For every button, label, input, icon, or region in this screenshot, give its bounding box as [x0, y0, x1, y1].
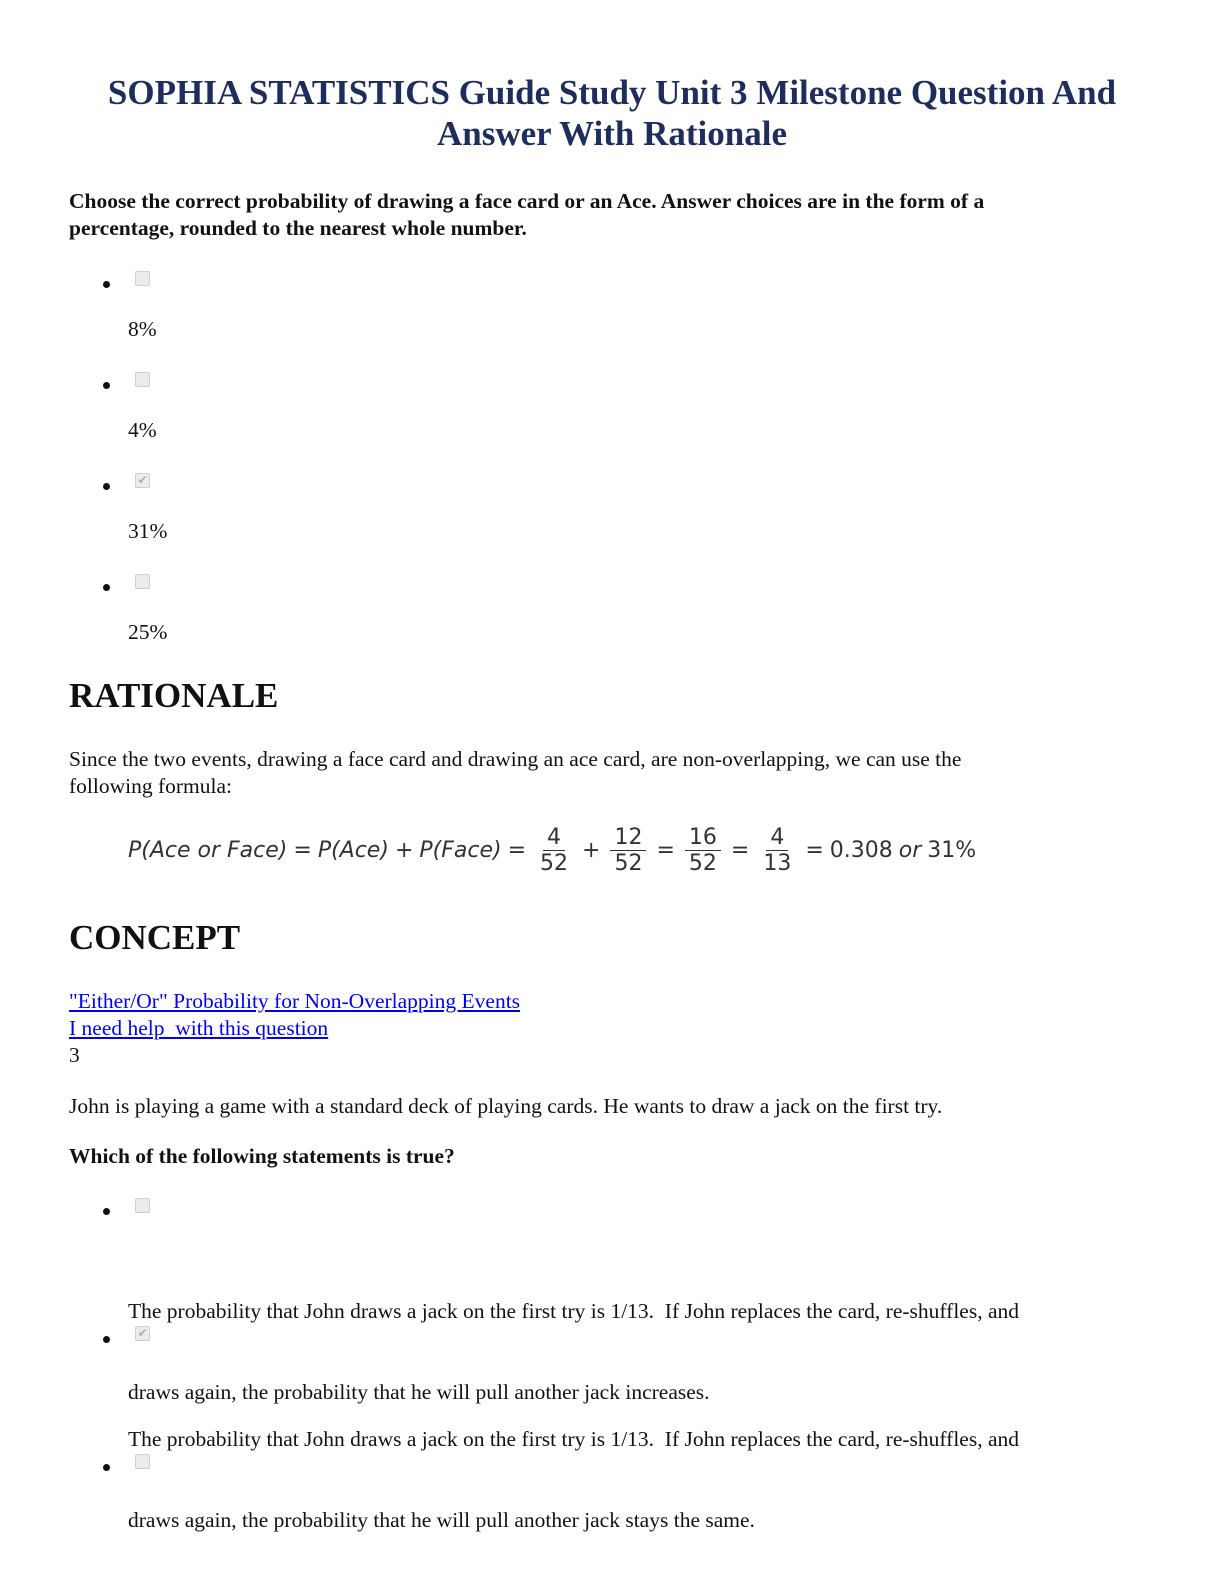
bullet-icon — [103, 483, 110, 490]
fraction-denominator: 13 — [763, 850, 792, 876]
rationale-heading: RATIONALE — [69, 676, 279, 715]
fraction-12-52 — [610, 825, 646, 876]
choice-statement-line-1: The probability that John draws a jack on the first try is 1/13. If John replaces the card, re-shuffles, and — [128, 1299, 1020, 1323]
document-title — [40, 72, 1184, 154]
probability-formula — [128, 817, 988, 883]
rationale-text-line-1: Since the two events, drawing a face card and drawing an ace card, are non-overlapping, we can use the — [69, 747, 962, 771]
question-number: 3 — [69, 1043, 80, 1067]
fraction-denominator: 52 — [688, 850, 717, 876]
choice-label: 4% — [128, 418, 157, 442]
choice-checkbox-checked[interactable] — [135, 473, 150, 488]
question-1-prompt-line-2: percentage, rounded to the nearest whole number. — [69, 216, 527, 240]
formula-lhs: P(Ace or Face) — [128, 837, 288, 863]
choice-checkbox-checked[interactable] — [135, 1326, 150, 1341]
formula-p-ace: P(Ace) — [317, 837, 389, 863]
formula-plus: + — [394, 837, 414, 863]
formula-equals: = — [730, 837, 750, 863]
choice-label: 8% — [128, 317, 157, 341]
fraction-4-52 — [536, 825, 572, 876]
formula-result-or: or — [898, 837, 922, 863]
fraction-4-13 — [759, 825, 795, 876]
choice-checkbox[interactable] — [135, 271, 150, 286]
fraction-denominator: 52 — [540, 850, 569, 876]
bullet-icon — [103, 382, 110, 389]
title-line-1: SOPHIA STATISTICS Guide Study Unit 3 Milestone Question And — [107, 73, 1117, 112]
question-1-prompt-line-1: Choose the correct probability of drawing a face card or an Ace. Answer choices are in the form of a — [69, 189, 985, 213]
formula-equals: = — [293, 837, 312, 863]
bullet-icon — [103, 1464, 110, 1471]
checkmark-icon: ✔ — [137, 473, 148, 487]
choice-label: 25% — [128, 620, 168, 644]
formula-equals: = — [656, 837, 675, 863]
fraction-numerator: 16 — [685, 825, 721, 851]
fraction-16-52 — [685, 825, 721, 876]
checkmark-icon: ✔ — [137, 1326, 148, 1340]
choice-checkbox[interactable] — [135, 372, 150, 387]
title-line-2: Answer With Rationale — [436, 114, 788, 153]
formula-p-face: P(Face) — [419, 837, 502, 863]
choice-statement — [128, 1372, 1168, 1588]
bullet-icon — [103, 584, 110, 591]
choice-statement-line-1: The probability that John draws a jack on the first try is 1/13. If John replaces the card, re-shuffles, and — [128, 1427, 1020, 1451]
formula-equals: = — [805, 837, 824, 863]
question-3-scenario: John is playing a game with a standard deck of playing cards. He wants to draw a jack on the first try. — [69, 1094, 943, 1118]
fraction-numerator: 4 — [543, 825, 565, 851]
bullet-icon — [103, 281, 110, 288]
concept-link[interactable]: "Either/Or" Probability for Non-Overlapping Events — [69, 989, 521, 1013]
fraction-denominator: 52 — [614, 850, 643, 876]
concept-heading: CONCEPT — [69, 918, 241, 957]
fraction-numerator: 12 — [610, 825, 646, 851]
formula-result-percent: 31% — [927, 837, 977, 863]
rationale-text-line-2: following formula: — [69, 774, 233, 798]
help-link[interactable]: I need help with this question — [69, 1016, 329, 1040]
rationale-text — [69, 746, 1119, 800]
bullet-icon — [103, 1336, 110, 1343]
question-3-prompt: Which of the following statements is true? — [69, 1144, 455, 1168]
bullet-icon — [103, 1208, 110, 1215]
formula-equals: = — [507, 837, 527, 863]
question-1-prompt — [69, 188, 1159, 242]
fraction-numerator: 4 — [766, 825, 788, 851]
choice-statement-line-2: draws again, the probability that he will pull another jack increases. — [128, 1380, 710, 1404]
choice-statement-line-2: draws again, the probability that he will pull another jack stays the same. — [128, 1508, 755, 1532]
formula-result-value: 0.308 — [829, 837, 893, 863]
choice-checkbox[interactable] — [135, 574, 150, 589]
choice-checkbox[interactable] — [135, 1198, 150, 1213]
choice-label: 31% — [128, 519, 168, 543]
choice-checkbox[interactable] — [135, 1454, 150, 1469]
formula-plus: + — [582, 837, 601, 863]
